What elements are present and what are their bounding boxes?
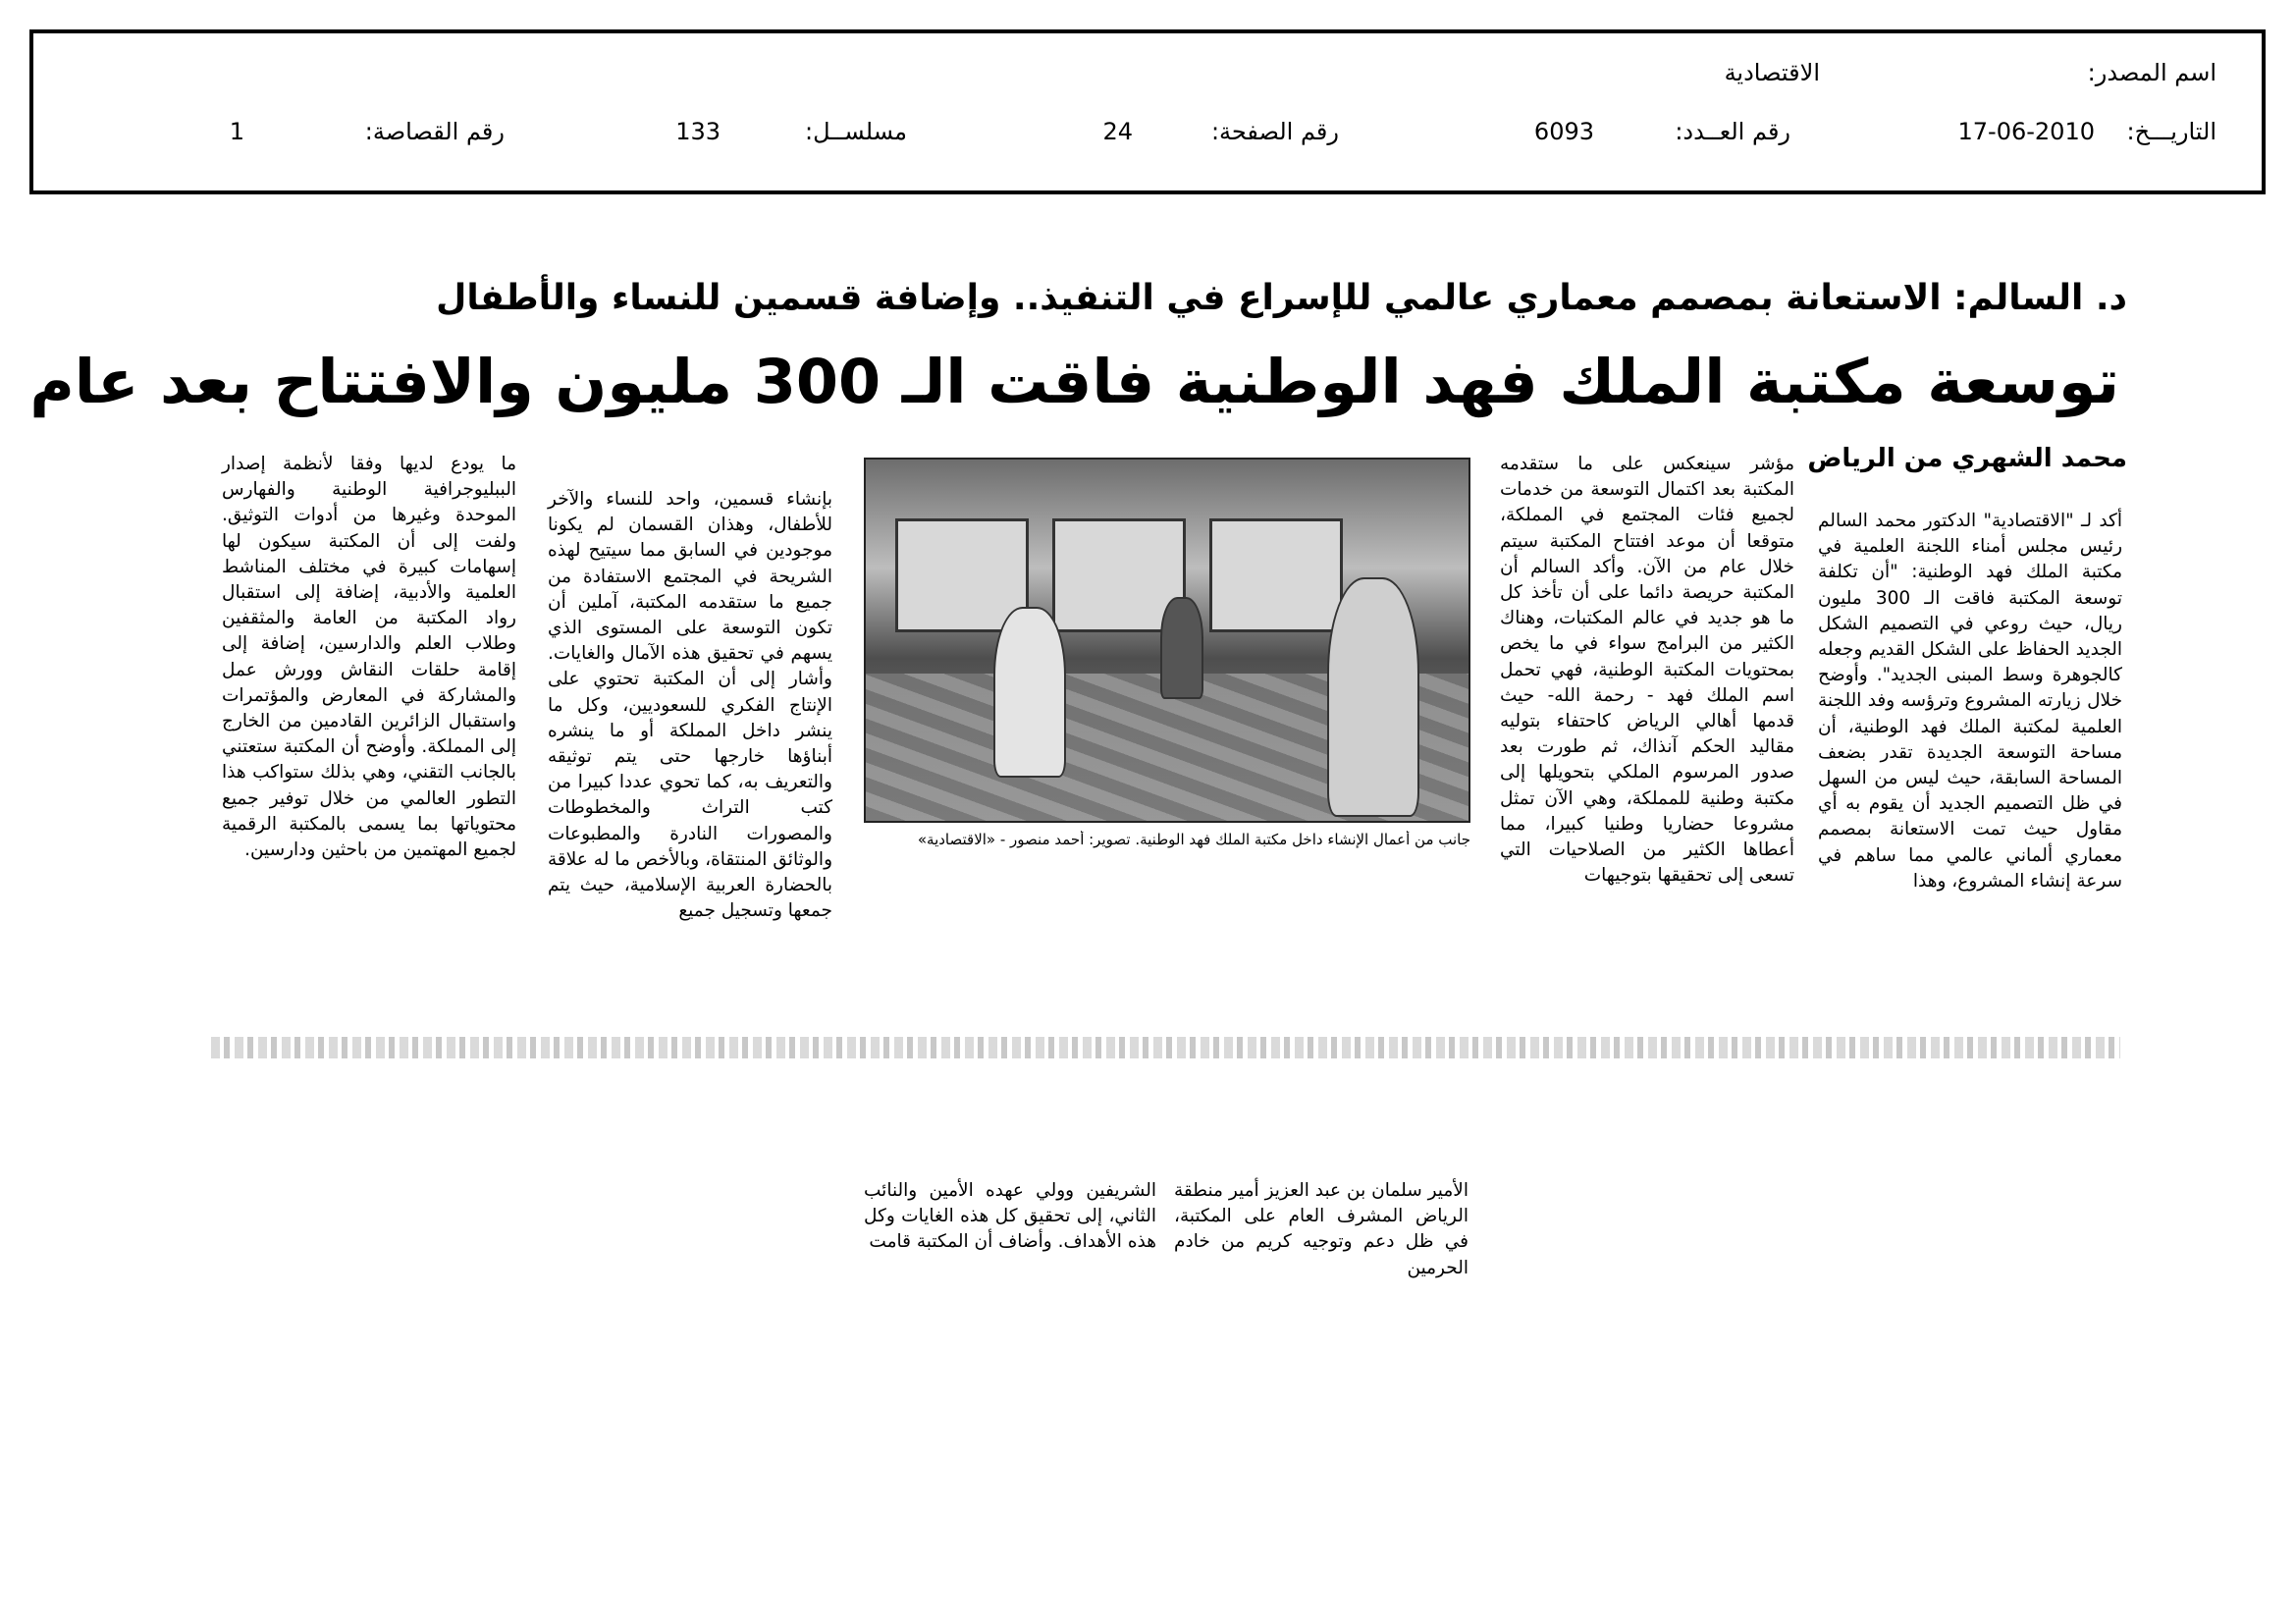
page-bottom-texture (211, 1037, 2120, 1058)
article-headline: توسعة مكتبة الملك فهد الوطنية فاقت الـ 300 مليون والافتتاح بعد عام (29, 346, 2119, 417)
serial-label: مسلســل: (805, 118, 907, 145)
serial-value: 133 (675, 118, 721, 145)
article-column-photo-left: الشريفين وولي عهده الأمين والنائب الثاني، إلى تحقيق كل هذه الغايات وكل هذه الأهداف. وأضاف أن المكتبة قامت (864, 1180, 1156, 1253)
issue-label: رقم العــدد: (1675, 118, 1790, 145)
source-label: اسم المصدر: (2087, 59, 2216, 86)
article-byline: محمد الشهري من الرياض (1807, 444, 2127, 473)
issue-value: 6093 (1533, 118, 1594, 145)
article-column-1: أكد لـ "الاقتصادية" الدكتور محمد السالم رئيس مجلس أمناء اللجنة العلمية في مكتبة الملك فهد الوطنية: "أن تكلفة توسعة المكتبة فاقت الـ 300 مليون ريال، حيث روعي في التصميم الشكل الجديد الحفاظ على الشكل القديم وجعله كالجوهرة وسط المبنى الجديد". وأوضح خلال زيارته المشروع وترؤسه وفد اللجنة العلمية لمكتبة الملك فهد الوطنية، أن مساحة التوسعة الجديدة تقدر بضعف المساحة السابقة، حيث ليس من السهل في ظل التصميم الجديد أن يقوم به أي مقاول حيث تمت الاستعانة بمصمم معماري ألماني عالمي مما ساهم في سرعة إنشاء المشروع، وهذا (1818, 511, 2122, 892)
clipping-header (29, 29, 2266, 194)
source-value: الاقتصادية (1724, 59, 1820, 86)
page-label: رقم الصفحة: (1210, 118, 1339, 145)
article-column-4: ما يودع لديها وفقا لأنظمة إصدار الببليوجرافية الوطنية والفهارس الموحدة وغيرها من أدوات التوثيق. ولفت إلى أن المكتبة سيكون لها إسهامات كبيرة في مختلف المناشط العلمية والأدبية، إضافة إلى استقبال رواد المكتبة من العامة والمثقفين وطلاب العلم والدارسين، إضافة إلى إقامة حلقات النقاش وورش عمل والمشاركة في المعارض والمؤتمرات واستقبال الزائرين القادمين من الخارج إلى المملكة. وأوضح أن المكتبة ستعتني بالجانب التقني، وهي بذلك ستواكب هذا التطور العالمي من خلال توفير جميع محتوياتها بما يسمى بالمكتبة الرقمية لجميع المهتمين من باحثين ودارسين. (222, 454, 516, 861)
article-photo (864, 458, 1470, 823)
clip-value: 1 (229, 118, 244, 145)
article-column-photo-right: الأمير سلمان بن عبد العزيز أمير منطقة الرياض المشرف العام على المكتبة، في ظل دعم وتوجيه كريم من خادم الحرمين (1174, 1180, 1468, 1278)
clip-label: رقم القصاصة: (364, 118, 505, 145)
article-subheadline: د. السالم: الاستعانة بمصمم معماري عالمي للإسراع في التنفيذ.. وإضافة قسمين للنساء والأطفال (436, 278, 2127, 318)
date-label: التاريـــخ: (2126, 118, 2216, 145)
date-value: 17-06-2010 (1957, 118, 2095, 145)
article-column-3: بإنشاء قسمين، واحد للنساء والآخر للأطفال، وهذان القسمان لم يكونا موجودين في السابق مما سيتيح لهذه الشريحة في المجتمع الاستفادة من جميع ما ستقدمه المكتبة، آملين أن تكون التوسعة على المستوى الذي يسهم في تحقيق هذه الآمال والغايات. وأشار إلى أن المكتبة تحتوي على الإنتاج الفكري للسعوديين، وكل ما ينشر داخل المملكة أو ما ينشره أبناؤها خارجها حتى يتم توثيقه والتعريف به، كما تحوي عددا كبيرا من كتب التراث والمخطوطات والمصورات النادرة والمطبوعات والوثائق المنتقاة، وبالأخص ما له علاقة بالحضارة العربية الإسلامية، حيث يتم جمعها وتسجيل جميع (548, 489, 832, 922)
article-column-2: مؤشر سينعكس على ما ستقدمه المكتبة بعد اكتمال التوسعة من خدمات لجميع فئات المجتمع في المملكة، متوقعا أن موعد افتتاح المكتبة سيتم خلال عام من الآن. وأكد السالم أن المكتبة حريصة دائما على أن تأخذ كل ما هو جديد في عالم المكتبات، وهناك الكثير من البرامج سواء في ما يخص بمحتويات المكتبة الوطنية، فهي تحمل اسم الملك فهد - رحمة الله- حيث قدمها أهالي الرياض كاحتفاء بتوليه مقاليد الحكم آنذاك، ثم طورت بعد صدور المرسوم الملكي بتحويلها إلى مكتبة وطنية للمملكة، وهي الآن تمثل مشروعا حضاريا وطنيا كبيرا، مما أعطاها الكثير من الصلاحيات التي تسعى إلى تحقيقها بتوجيهات (1500, 454, 1794, 887)
photo-caption: جانب من أعمال الإنشاء داخل مكتبة الملك فهد الوطنية. تصوير: أحمد منصور - «الاقتصادية» (917, 831, 1470, 848)
page-value: 24 (1102, 118, 1133, 145)
